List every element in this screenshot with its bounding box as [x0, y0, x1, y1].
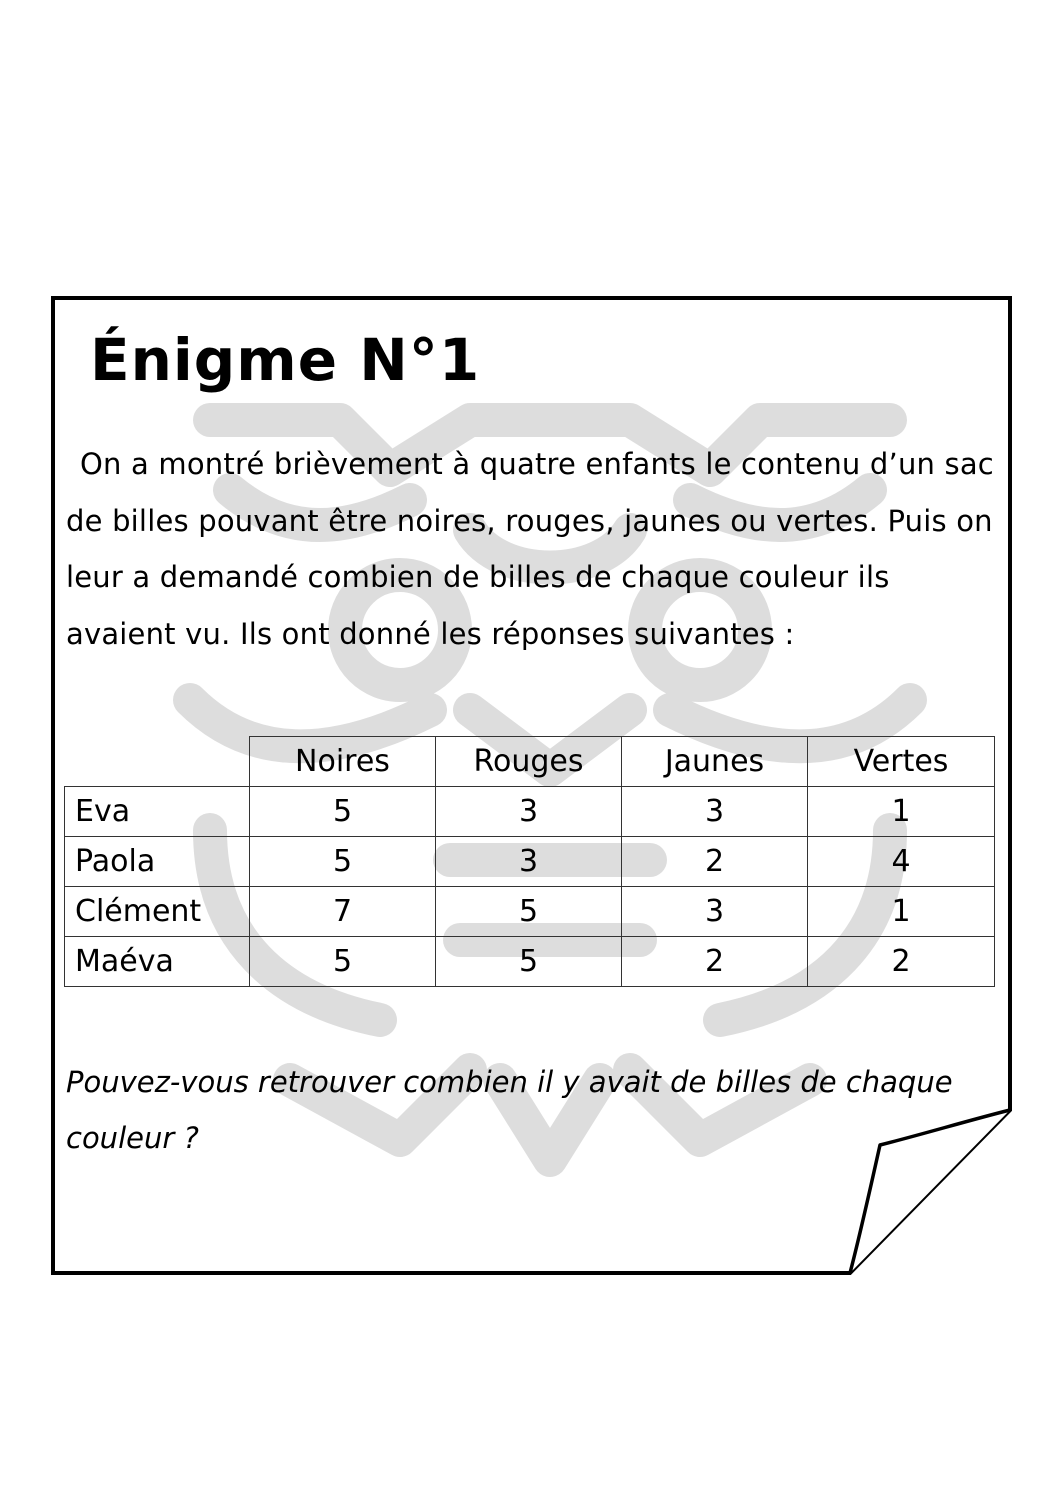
table-cell: 2: [808, 937, 995, 987]
table-cell: 1: [808, 887, 995, 937]
table-cell: 5: [250, 937, 436, 987]
table-cell: 3: [622, 887, 808, 937]
table-cell: 3: [436, 787, 622, 837]
row-name: Eva: [65, 787, 250, 837]
table-row: [65, 937, 995, 987]
question-text: Pouvez-vous retrouver combien il y avait de billes de chaque couleur ?: [66, 1065, 953, 1155]
table-cell: 1: [808, 787, 995, 837]
table-cell: 3: [622, 787, 808, 837]
column-header: Vertes: [808, 737, 995, 787]
page-title: Énigme N°1: [90, 326, 481, 394]
table-cell: 2: [622, 837, 808, 887]
row-name: Clément: [65, 887, 250, 937]
table-cell: 5: [436, 937, 622, 987]
table-header-row: [65, 737, 995, 787]
table-row: [65, 787, 995, 837]
table-cell: 4: [808, 837, 995, 887]
row-name: Maéva: [65, 937, 250, 987]
table-cell: 5: [436, 887, 622, 937]
table-cell: 5: [250, 787, 436, 837]
table-cell: 7: [250, 887, 436, 937]
column-header: Rouges: [436, 737, 622, 787]
intro-paragraph: [66, 436, 996, 662]
table-cell: 5: [250, 837, 436, 887]
table-cell: 2: [622, 937, 808, 987]
intro-text: On a montré brièvement à quatre enfants le contenu d’un sac de billes pouvant être noires, rouges, jaunes ou vertes. Puis on leur a demandé combien de billes de chaque couleur ils avaient vu. Ils ont donné les réponses suivantes :: [66, 447, 994, 651]
column-header: Jaunes: [622, 737, 808, 787]
table-cell: 3: [436, 837, 622, 887]
answers-table: [64, 736, 995, 987]
table-corner-cell: [65, 737, 250, 787]
row-name: Paola: [65, 837, 250, 887]
table-row: [65, 837, 995, 887]
column-header: Noires: [250, 737, 436, 787]
table-row: [65, 887, 995, 937]
